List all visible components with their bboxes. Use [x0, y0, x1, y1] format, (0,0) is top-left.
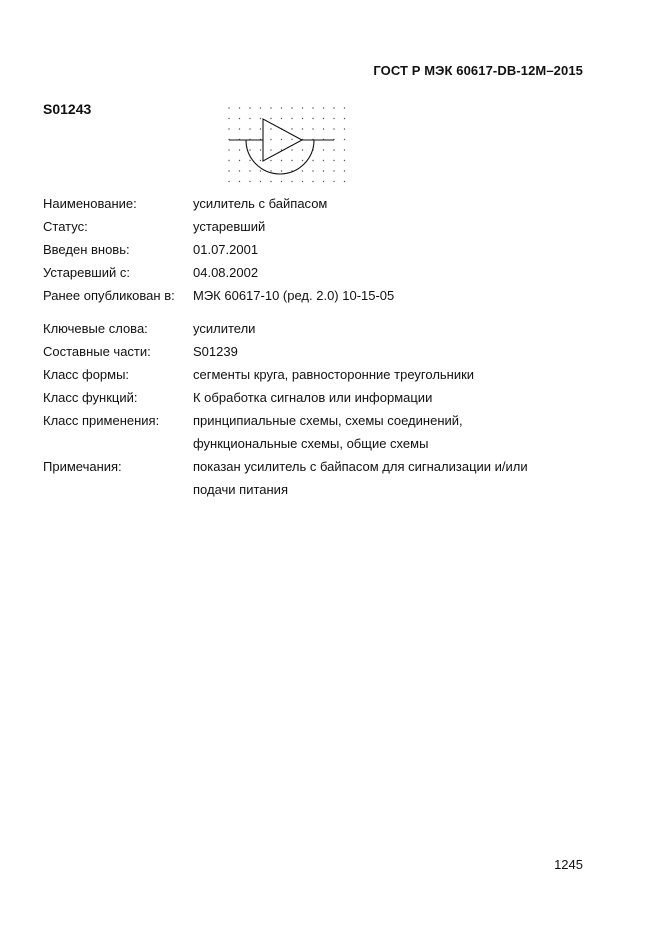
grid-dot — [312, 160, 313, 161]
field-value: принципиальные схемы, схемы соединений, — [193, 413, 463, 428]
grid-dot — [333, 160, 334, 161]
grid-dot — [344, 181, 345, 182]
grid-dot — [302, 181, 303, 182]
grid-dot — [312, 170, 313, 171]
field-label: Класс функций: — [43, 390, 138, 405]
grid-dot — [239, 160, 240, 161]
bypass-arc — [246, 140, 314, 174]
field-label: Класс применения: — [43, 413, 160, 428]
field-value: усилитель с байпасом — [193, 196, 328, 211]
grid-dot — [333, 118, 334, 119]
grid-dot — [291, 107, 292, 108]
grid-dot — [302, 170, 303, 171]
grid-dot — [302, 128, 303, 129]
grid-dot — [239, 128, 240, 129]
field-label: Статус: — [43, 219, 88, 234]
grid-dot — [302, 118, 303, 119]
grid-dot — [260, 149, 261, 150]
grid-dot — [270, 139, 271, 140]
grid-dot — [333, 181, 334, 182]
grid-dot — [312, 107, 313, 108]
grid-dot — [228, 160, 229, 161]
grid-dot — [249, 170, 250, 171]
grid-dot — [239, 118, 240, 119]
grid-dot — [323, 118, 324, 119]
grid-dot — [312, 118, 313, 119]
field-label: Введен вновь: — [43, 242, 130, 257]
grid-dot — [312, 128, 313, 129]
symbol-code: S01243 — [43, 101, 92, 117]
field-value: подачи питания — [193, 482, 288, 497]
grid-dot — [239, 107, 240, 108]
grid-dot — [249, 107, 250, 108]
grid-dot — [281, 160, 282, 161]
grid-dot — [270, 170, 271, 171]
grid-dot — [228, 128, 229, 129]
grid-dot — [249, 181, 250, 182]
grid-dot — [291, 160, 292, 161]
grid-dot — [281, 139, 282, 140]
field-value: К обработка сигналов или информации — [193, 390, 433, 405]
field-label: Примечания: — [43, 459, 122, 474]
grid-dot — [281, 107, 282, 108]
grid-dot — [249, 149, 250, 150]
field-label: Ранее опубликован в: — [43, 288, 175, 303]
amplifier-symbol — [229, 119, 334, 174]
grid-dot — [312, 181, 313, 182]
field-value: сегменты круга, равносторонние треугольники — [193, 367, 475, 382]
grid-dot — [239, 149, 240, 150]
field-label: Ключевые слова: — [43, 321, 148, 336]
amplifier-with-bypass-symbol-icon — [226, 104, 350, 190]
grid-dot — [333, 128, 334, 129]
grid-dot — [281, 118, 282, 119]
grid-dot — [344, 149, 345, 150]
field-value: МЭК 60617-10 (ред. 2.0) 10-15-05 — [193, 288, 395, 303]
grid-dot — [260, 107, 261, 108]
field-value: усилители — [193, 321, 256, 336]
grid-dot — [228, 181, 229, 182]
grid-dot — [323, 128, 324, 129]
amplifier-triangle — [263, 119, 302, 161]
grid-dot — [302, 160, 303, 161]
grid-dot — [333, 170, 334, 171]
grid-dot — [249, 118, 250, 119]
grid-dot — [344, 139, 345, 140]
field-value: 01.07.2001 — [193, 242, 259, 257]
grid-dot — [323, 181, 324, 182]
grid-dot — [344, 107, 345, 108]
grid-dot — [249, 128, 250, 129]
field-label: Составные части: — [43, 344, 151, 359]
grid-dot — [270, 118, 271, 119]
field-label: Наименование: — [43, 196, 137, 211]
field-value: 04.08.2002 — [193, 265, 259, 280]
field-value: S01239 — [193, 344, 238, 359]
grid-dot — [281, 181, 282, 182]
grid-dot — [270, 107, 271, 108]
grid-dot — [291, 181, 292, 182]
grid-dot — [260, 118, 261, 119]
grid-dot — [323, 170, 324, 171]
grid-dot — [323, 160, 324, 161]
grid-dot — [291, 118, 292, 119]
grid-dot — [344, 118, 345, 119]
grid-dot — [270, 149, 271, 150]
grid-dot — [291, 128, 292, 129]
grid-dot — [291, 139, 292, 140]
grid-dot — [270, 181, 271, 182]
grid-dot — [344, 170, 345, 171]
grid-dot — [333, 107, 334, 108]
grid-dot — [333, 149, 334, 150]
grid-dot — [228, 170, 229, 171]
grid-dot — [270, 128, 271, 129]
grid-dot — [323, 107, 324, 108]
grid-dot — [260, 181, 261, 182]
grid-dot — [323, 149, 324, 150]
grid-dot — [281, 170, 282, 171]
grid-dot — [291, 149, 292, 150]
page-number: 1245 — [554, 857, 583, 872]
grid-dot — [302, 149, 303, 150]
grid-dot — [260, 128, 261, 129]
grid-dot — [260, 160, 261, 161]
grid-dot — [260, 170, 261, 171]
grid-dot — [249, 160, 250, 161]
grid-dot — [228, 118, 229, 119]
document-header: ГОСТ Р МЭК 60617-DB-12M–2015 — [373, 63, 583, 78]
field-value: функциональные схемы, общие схемы — [193, 436, 429, 451]
grid-dot — [302, 107, 303, 108]
grid-dot — [228, 149, 229, 150]
grid-dot — [239, 170, 240, 171]
field-label: Класс формы: — [43, 367, 130, 382]
field-value: показан усилитель с байпасом для сигнализации и/или — [193, 459, 528, 474]
grid-dot — [228, 107, 229, 108]
grid-dot — [239, 181, 240, 182]
field-label: Устаревший с: — [43, 265, 130, 280]
grid-dot — [344, 128, 345, 129]
field-value: устаревший — [193, 219, 266, 234]
grid-dot — [344, 160, 345, 161]
grid-dot — [270, 160, 271, 161]
